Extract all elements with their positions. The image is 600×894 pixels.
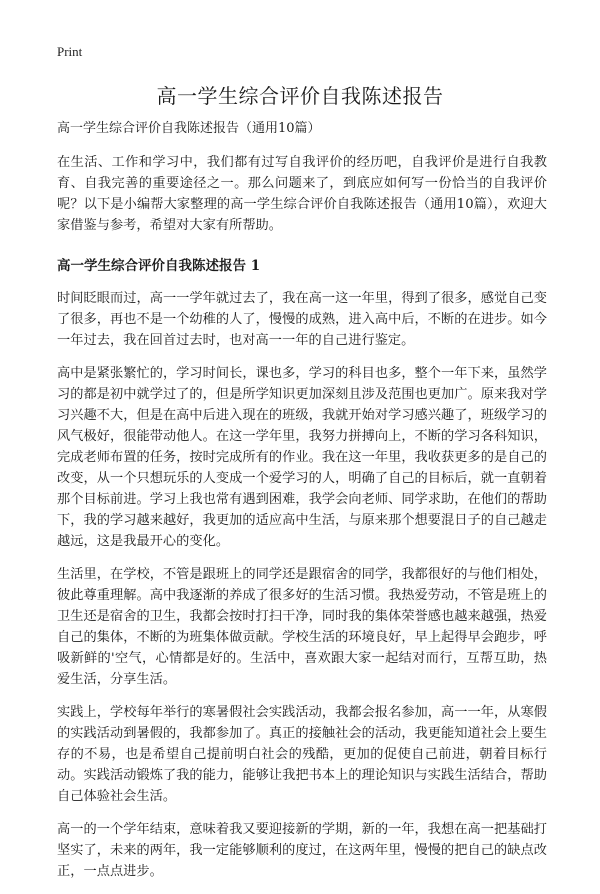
intro-paragraph: 在生活、工作和学习中，我们都有过写自我评价的经历吧，自我评价是进行自我教育、自我完善的重要途径之一。那么问题来了，到底应如何写一份恰当的自我评价呢？以下是小编帮大家整理的高一学生综合评价自我陈述报告（通用10篇），欢迎大家借鉴与参考，希望对大家有所帮助。 <box>57 155 547 233</box>
print-link[interactable]: Print <box>57 44 83 59</box>
page-title: 高一学生综合评价自我陈述报告 <box>156 84 444 108</box>
article-body <box>57 119 547 894</box>
body-paragraph: 生活里，在学校，不管是跟班上的同学还是跟宿舍的同学，我都很好的与他们相处，彼此尊重理解。高中我逐渐的养成了很多好的生活习惯。我热爱劳动，不管是班上的卫生还是宿舍的卫生，我都会按时打扫干净，同时我的集体荣誉感也越来越强，热爱自己的集体，不断的为班集体做贡献。学校生活的环境良好，早上起得早会跑步，呼吸新鲜的'空气，心情都是好的。生活中，喜欢跟大家一起结对而行，互帮互助，热爱生活，分享生活。 <box>57 567 547 687</box>
body-paragraph: 高中是紧张繁忙的，学习时间长，课也多，学习的科目也多，整个一年下来，虽然学习的都是初中就学过了的，但是所学知识更加深刻且涉及范围也更加广。原来我对学习兴趣不大，但是在高中后进入现在的班级，我就开始对学习感兴趣了，班级学习的风气极好，很能带动他人。在这一学年里，我努力拼搏向上，不断的学习各科知识，完成老师布置的任务，按时完成所有的作业。我在这一年里，我收获更多的是自己的改变，从一个只想玩乐的人变成一个爱学习的人，明确了自己的目标后，就一直朝着那个目标前进。学习上我也常有遇到困难，我学会向老师、同学求助，在他们的帮助下，我的学习越来越好，我更加的适应高中生活，与原来那个想要混日子的自己越走越远，这是我最开心的变化。 <box>57 366 547 549</box>
body-paragraph: 高一的一个学年结束，意味着我又要迎接新的学期，新的一年，我想在高一把基础打坚实了，未来的两年，我一定能够顺利的度过，在这两年里，慢慢的把自己的缺点改正，一点点进步。 <box>57 822 547 879</box>
article-subtitle: 高一学生综合评价自我陈述报告（通用10篇） <box>57 121 321 136</box>
body-paragraph: 时间眨眼而过，高一一学年就过去了，我在高一这一年里，得到了很多，感觉自己变了很多，再也不是一个幼稚的人了，慢慢的成熟，进入高中后，不断的在进步。如今一年过去，我在回首过去时，也对高一一年的自己进行鉴定。 <box>57 291 547 348</box>
section-heading: 高一学生综合评价自我陈述报告 1 <box>57 258 261 274</box>
body-paragraph: 实践上，学校每年举行的寒暑假社会实践活动，我都会报名参加，高一一年，从寒假的实践活动到暑假的，我都参加了。真正的接触社会的活动，我更能知道社会上要生存的不易，也是希望自己提前明白社会的残酷，更加的促使自己前进，朝着目标行动。实践活动锻炼了我的能力，能够让我把书本上的理论知识与实践生活结合，帮助自己体验社会生活。 <box>57 705 547 804</box>
